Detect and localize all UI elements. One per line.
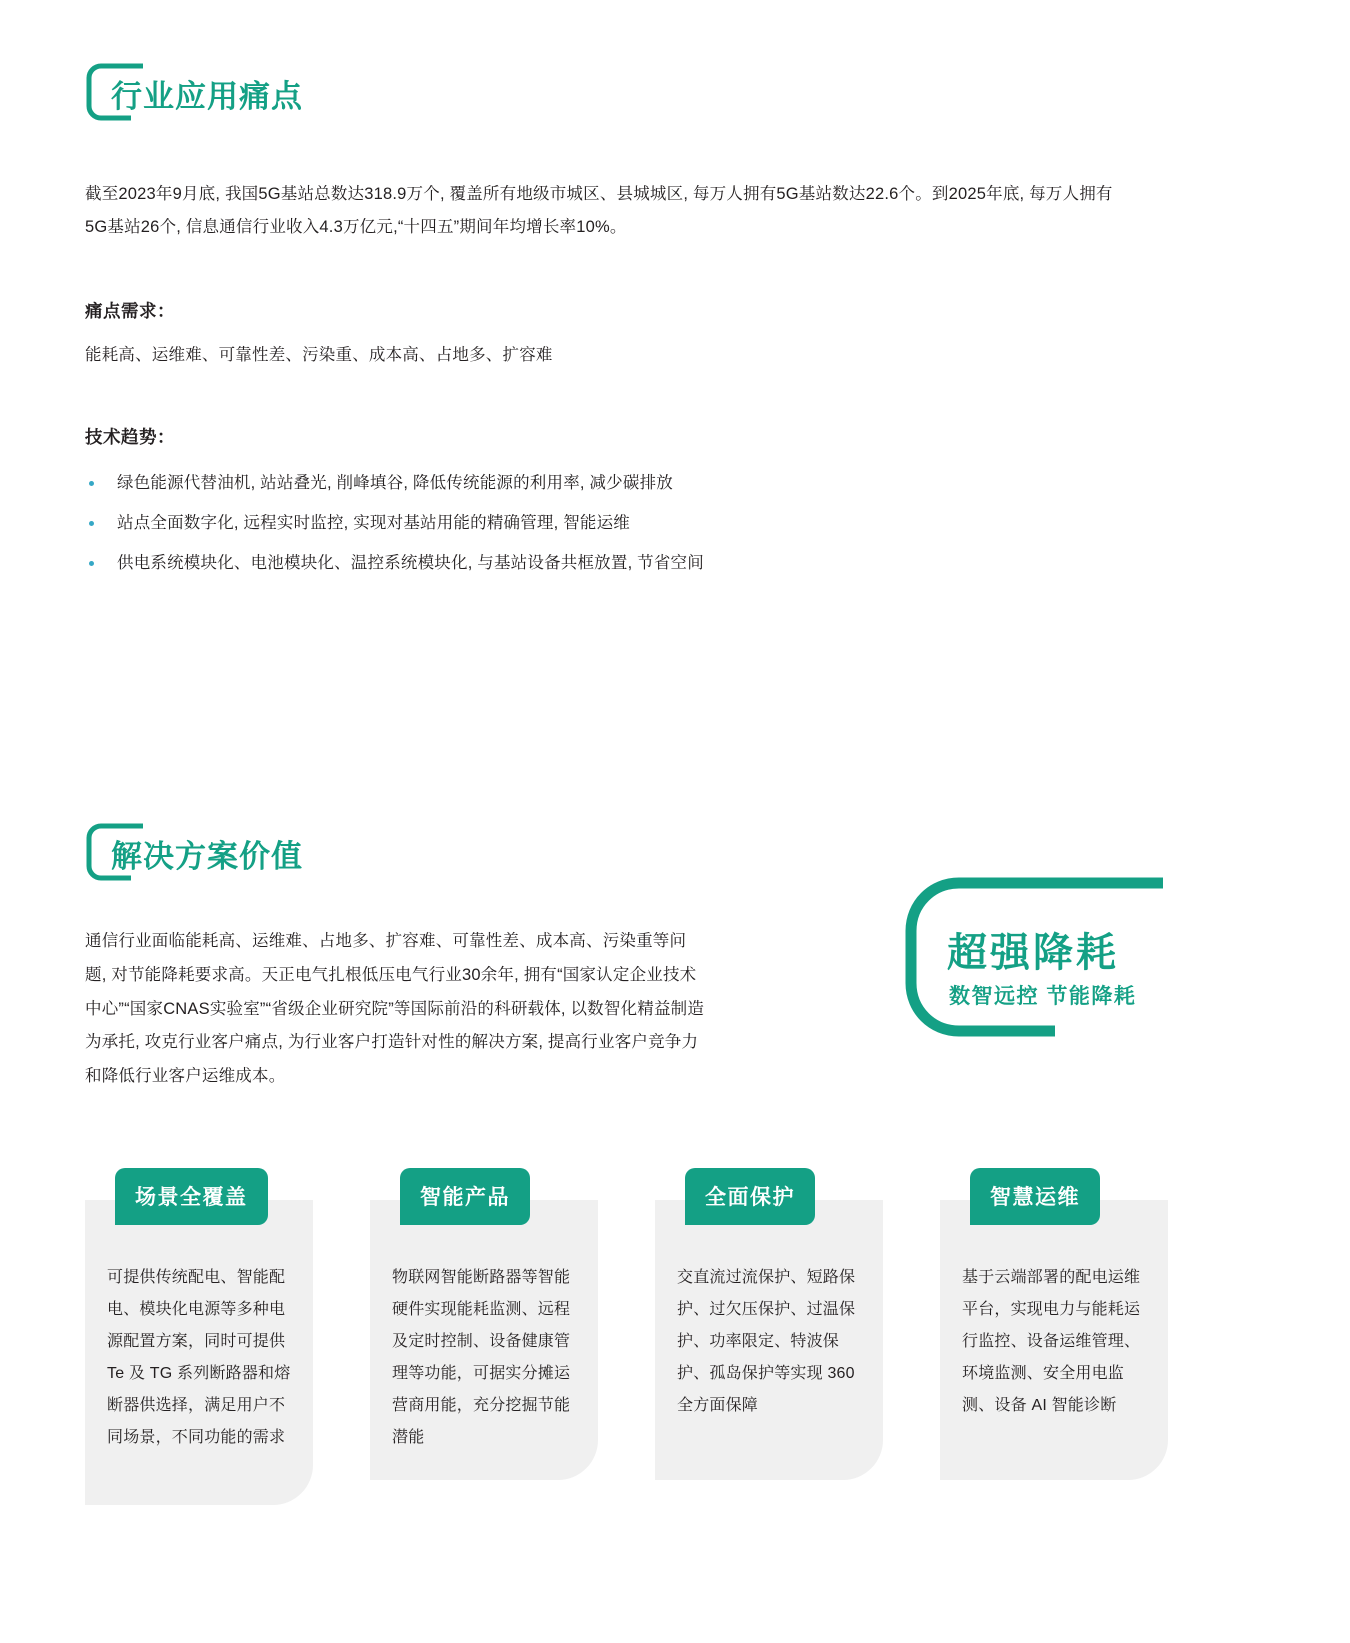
badge-sub-text: 数智远控 节能降耗 <box>949 985 1137 1008</box>
value-card-title: 智慧运维 <box>970 1168 1100 1225</box>
value-card-text: 可提供传统配电、智能配电、模块化电源等多种电源配置方案，同时可提供 Te 及 TG 系列断路器和熔断器供选择，满足用户不同场景，不同功能的需求 <box>107 1269 291 1446</box>
value-card-body <box>370 1200 598 1480</box>
trend-list <box>85 472 1085 592</box>
demand-text: 能耗高、运维难、可靠性差、污染重、成本高、占地多、扩容难 <box>85 346 553 364</box>
list-item-label: 站点全面数字化, 远程实时监控, 实现对基站用能的精确管理, 智能运维 <box>117 513 631 532</box>
value-card-title: 智能产品 <box>400 1168 530 1225</box>
value-card-text: 物联网智能断路器等智能硬件实现能耗监测、远程及定时控制、设备健康管理等功能，可据实分摊运营商用能，充分挖掘节能潜能 <box>392 1269 571 1446</box>
value-card-title: 全面保护 <box>685 1168 815 1225</box>
badge-main-text: 超强降耗 <box>947 931 1119 975</box>
bullet-dot-icon <box>89 521 94 526</box>
bracket-icon <box>85 822 147 884</box>
trend-heading: 技术趋势： <box>85 427 175 447</box>
value-card-text: 交直流过流保护、短路保护、过欠压保护、过温保护、功率限定、特波保护、孤岛保护等实现 360 全方面保障 <box>677 1269 856 1414</box>
value-card-body <box>655 1200 883 1480</box>
section-title-text: 解决方案价值 <box>111 838 303 874</box>
value-card-title: 场景全覆盖 <box>115 1168 268 1225</box>
list-item-label: 绿色能源代替油机, 站站叠光, 削峰填谷, 降低传统能源的利用率, 减少碳排放 <box>117 474 673 492</box>
section-heading-solution-value <box>85 822 303 884</box>
demand-heading: 痛点需求： <box>85 301 175 321</box>
section-title-text: 行业应用痛点 <box>111 78 303 114</box>
solution-value-paragraph: 通信行业面临能耗高、运维难、占地多、扩容难、可靠性差、成本高、污染重等问题, 对节能降耗要求高。天正电气扎根低压电气行业30余年, 拥有“国家认定企业技术中心”“国家CNAS实验室”“省级企业研究院”等国际前沿的科研载体, 以数智化精益制造为承托, 攻克行业客户痛点, 为行业客户打造针对性的解决方案, 提高行业客户竞争力和降低行业客户运维成本。 <box>85 932 705 1086</box>
list-item <box>85 472 1085 496</box>
pain-points-intro: 截至2023年9月底, 我国5G基站总数达318.9万个, 覆盖所有地级市城区、县城城区, 每万人拥有5G基站数达22.6个。到2025年底, 每万人拥有5G基站26个, 信息通信行业收入4.3万亿元,“十四五”期间年均增长率10%。 <box>85 185 1113 236</box>
list-item <box>85 552 1085 576</box>
bullet-dot-icon <box>89 561 94 566</box>
value-card-text: 基于云端部署的配电运维平台，实现电力与能耗运行监控、设备运维管理、环境监测、安全用电监测、设备 AI 智能诊断 <box>962 1269 1141 1414</box>
value-card-body <box>85 1200 313 1505</box>
value-card-body <box>940 1200 1168 1480</box>
list-item <box>85 512 1085 536</box>
section-heading-pain-points <box>85 62 303 124</box>
highlight-badge <box>905 877 1175 1037</box>
bracket-icon <box>85 62 147 124</box>
list-item-label: 供电系统模块化、电池模块化、温控系统模块化, 与基站设备共框放置, 节省空间 <box>117 553 704 572</box>
bullet-dot-icon <box>89 481 94 486</box>
